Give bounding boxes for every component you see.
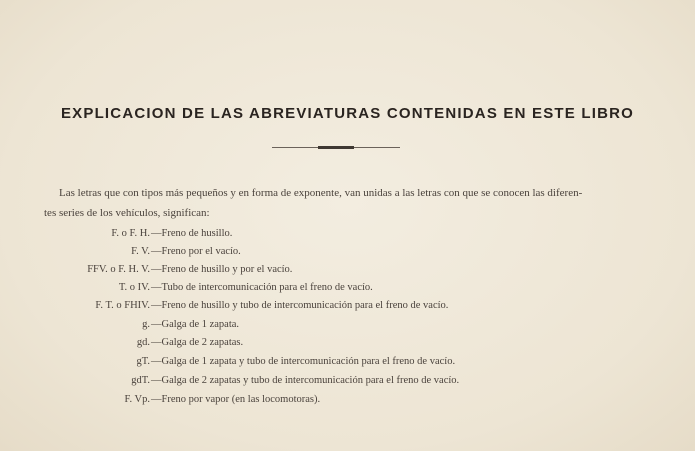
abbreviation-meaning: —Freno por el vacío. — [151, 246, 241, 257]
title-divider-accent — [318, 146, 354, 149]
intro-line-2: tes series de los vehículos, significan: — [44, 207, 210, 219]
abbreviation-entry — [0, 228, 695, 246]
abbreviation-entry — [0, 300, 695, 318]
abbreviation-meaning: —Freno de husillo. — [151, 228, 233, 239]
abbreviation-meaning: —Tubo de intercomunicación para el freno de vacío. — [151, 282, 373, 293]
intro-paragraph — [44, 183, 639, 223]
abbreviation-entry — [0, 282, 695, 300]
abbreviation-meaning: —Freno de husillo y por el vacío. — [151, 264, 293, 275]
abbreviation: gT. — [136, 356, 150, 367]
intro-line-1: Las letras que con tipos más pequeños y en forma de exponente, van unidas a las letras con que se conocen las diferen- — [59, 187, 583, 199]
abbreviation-meaning: —Galga de 1 zapata y tubo de intercomunicación para el freno de vacío. — [151, 356, 456, 367]
abbreviation-meaning: —Freno por vapor (en las locomotoras). — [151, 394, 321, 405]
abbreviation-meaning: —Galga de 2 zapatas y tubo de intercomunicación para el freno de vacío. — [151, 375, 460, 386]
abbreviation-entry — [0, 319, 695, 337]
abbreviation: F. V. — [131, 246, 150, 257]
abbreviation-entry — [0, 246, 695, 264]
page-title: EXPLICACION DE LAS ABREVIATURAS CONTENIDAS EN ESTE LIBRO — [60, 105, 635, 122]
abbreviation-meaning: —Freno de husillo y tubo de intercomunicación para el freno de vacío. — [151, 300, 449, 311]
abbreviation: F. T. o FHIV. — [95, 300, 150, 311]
abbreviation-entry — [0, 356, 695, 374]
abbreviation: g. — [142, 319, 150, 330]
abbreviation-entry — [0, 375, 695, 393]
abbreviation: gd. — [136, 337, 150, 348]
abbreviation: F. o F. H. — [111, 228, 150, 239]
abbreviation-meaning: —Galga de 1 zapata. — [151, 319, 240, 330]
abbreviation-meaning: —Galga de 2 zapatas. — [151, 337, 244, 348]
abbreviation: FFV. o F. H. V. — [87, 264, 150, 275]
abbreviation: gdT. — [131, 375, 150, 386]
abbreviation: T. o IV. — [118, 282, 150, 293]
abbreviation-entry — [0, 264, 695, 282]
abbreviation-entry — [0, 394, 695, 412]
abbreviation: F. Vp. — [124, 394, 150, 405]
abbreviation-entry — [0, 337, 695, 355]
